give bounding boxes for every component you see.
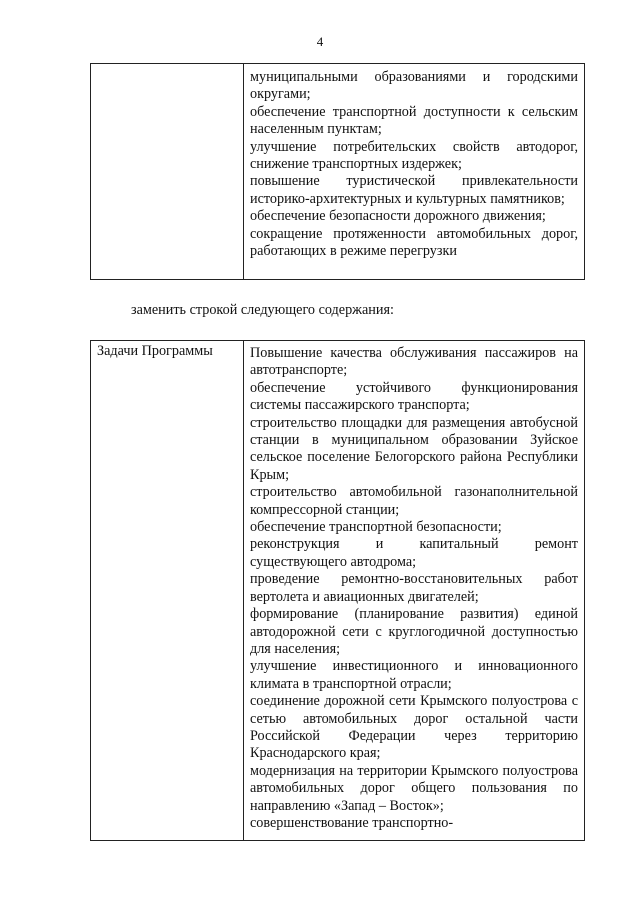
list-item: повышение туристической привлекательности историко-архитектурных и культурных памятников; [250,173,578,207]
table-row [91,341,585,841]
list-item: улучшение инвестиционного и инновационного климата в транспортной отрасли; [250,658,578,692]
table-bottom-right-cell [244,341,585,841]
table-bottom [90,340,585,841]
list-item: обеспечение устойчивого функционирования системы пассажирского транспорта; [250,379,578,414]
list-item: сокращение протяженности автомобильных дорог, работающих в режиме перегрузки [250,225,578,260]
table-top [90,63,585,280]
page-number: 4 [316,34,324,49]
list-item: обеспечение транспортной безопасности; [250,519,502,536]
list-item: реконструкция и капитальный ремонт существующего автодрома; [250,536,578,570]
list-item: проведение ремонтно-восстановительных работ вертолета и авиационных двигателей; [250,571,578,605]
list-item: формирование (планирование развития) единой автодорожной сети с круглогодичной доступностью для населения; [250,606,578,657]
list-item: муниципальными образованиями и городскими округами; [250,69,578,103]
list-item: строительство автомобильной газонаполнительной компрессорной станции; [250,484,578,518]
table-bottom-left-cell: Задачи Программы [91,341,244,841]
list-item: улучшение потребительских свойств автодорог, снижение транспортных издержек; [250,138,578,173]
table-row [91,64,585,280]
list-item: строительство площадки для размещения автобусной станции в муниципальном образовании Зуйское сельское поселение Белогорского района Республики Крым; [250,414,578,483]
list-item: соединение дорожной сети Крымского полуострова с сетью автомобильных дорог остальной части Российской Федерации через территорию Краснодарского края; [250,693,578,762]
replace-instruction: заменить строкой следующего содержания: [131,302,394,318]
list-item: обеспечение транспортной доступности к сельским населенным пунктам; [250,103,578,138]
list-item: совершенствование транспортно- [250,814,454,831]
list-item: обеспечение безопасности дорожного движения; [250,208,546,225]
table-top-left-cell [91,64,244,280]
table-top-right-cell [244,64,585,280]
list-item: Повышение качества обслуживания пассажиров на автотранспорте; [250,345,578,379]
list-item: модернизация на территории Крымского полуострова автомобильных дорог общего пользования по направлению «Запад – Восток»; [250,762,578,814]
